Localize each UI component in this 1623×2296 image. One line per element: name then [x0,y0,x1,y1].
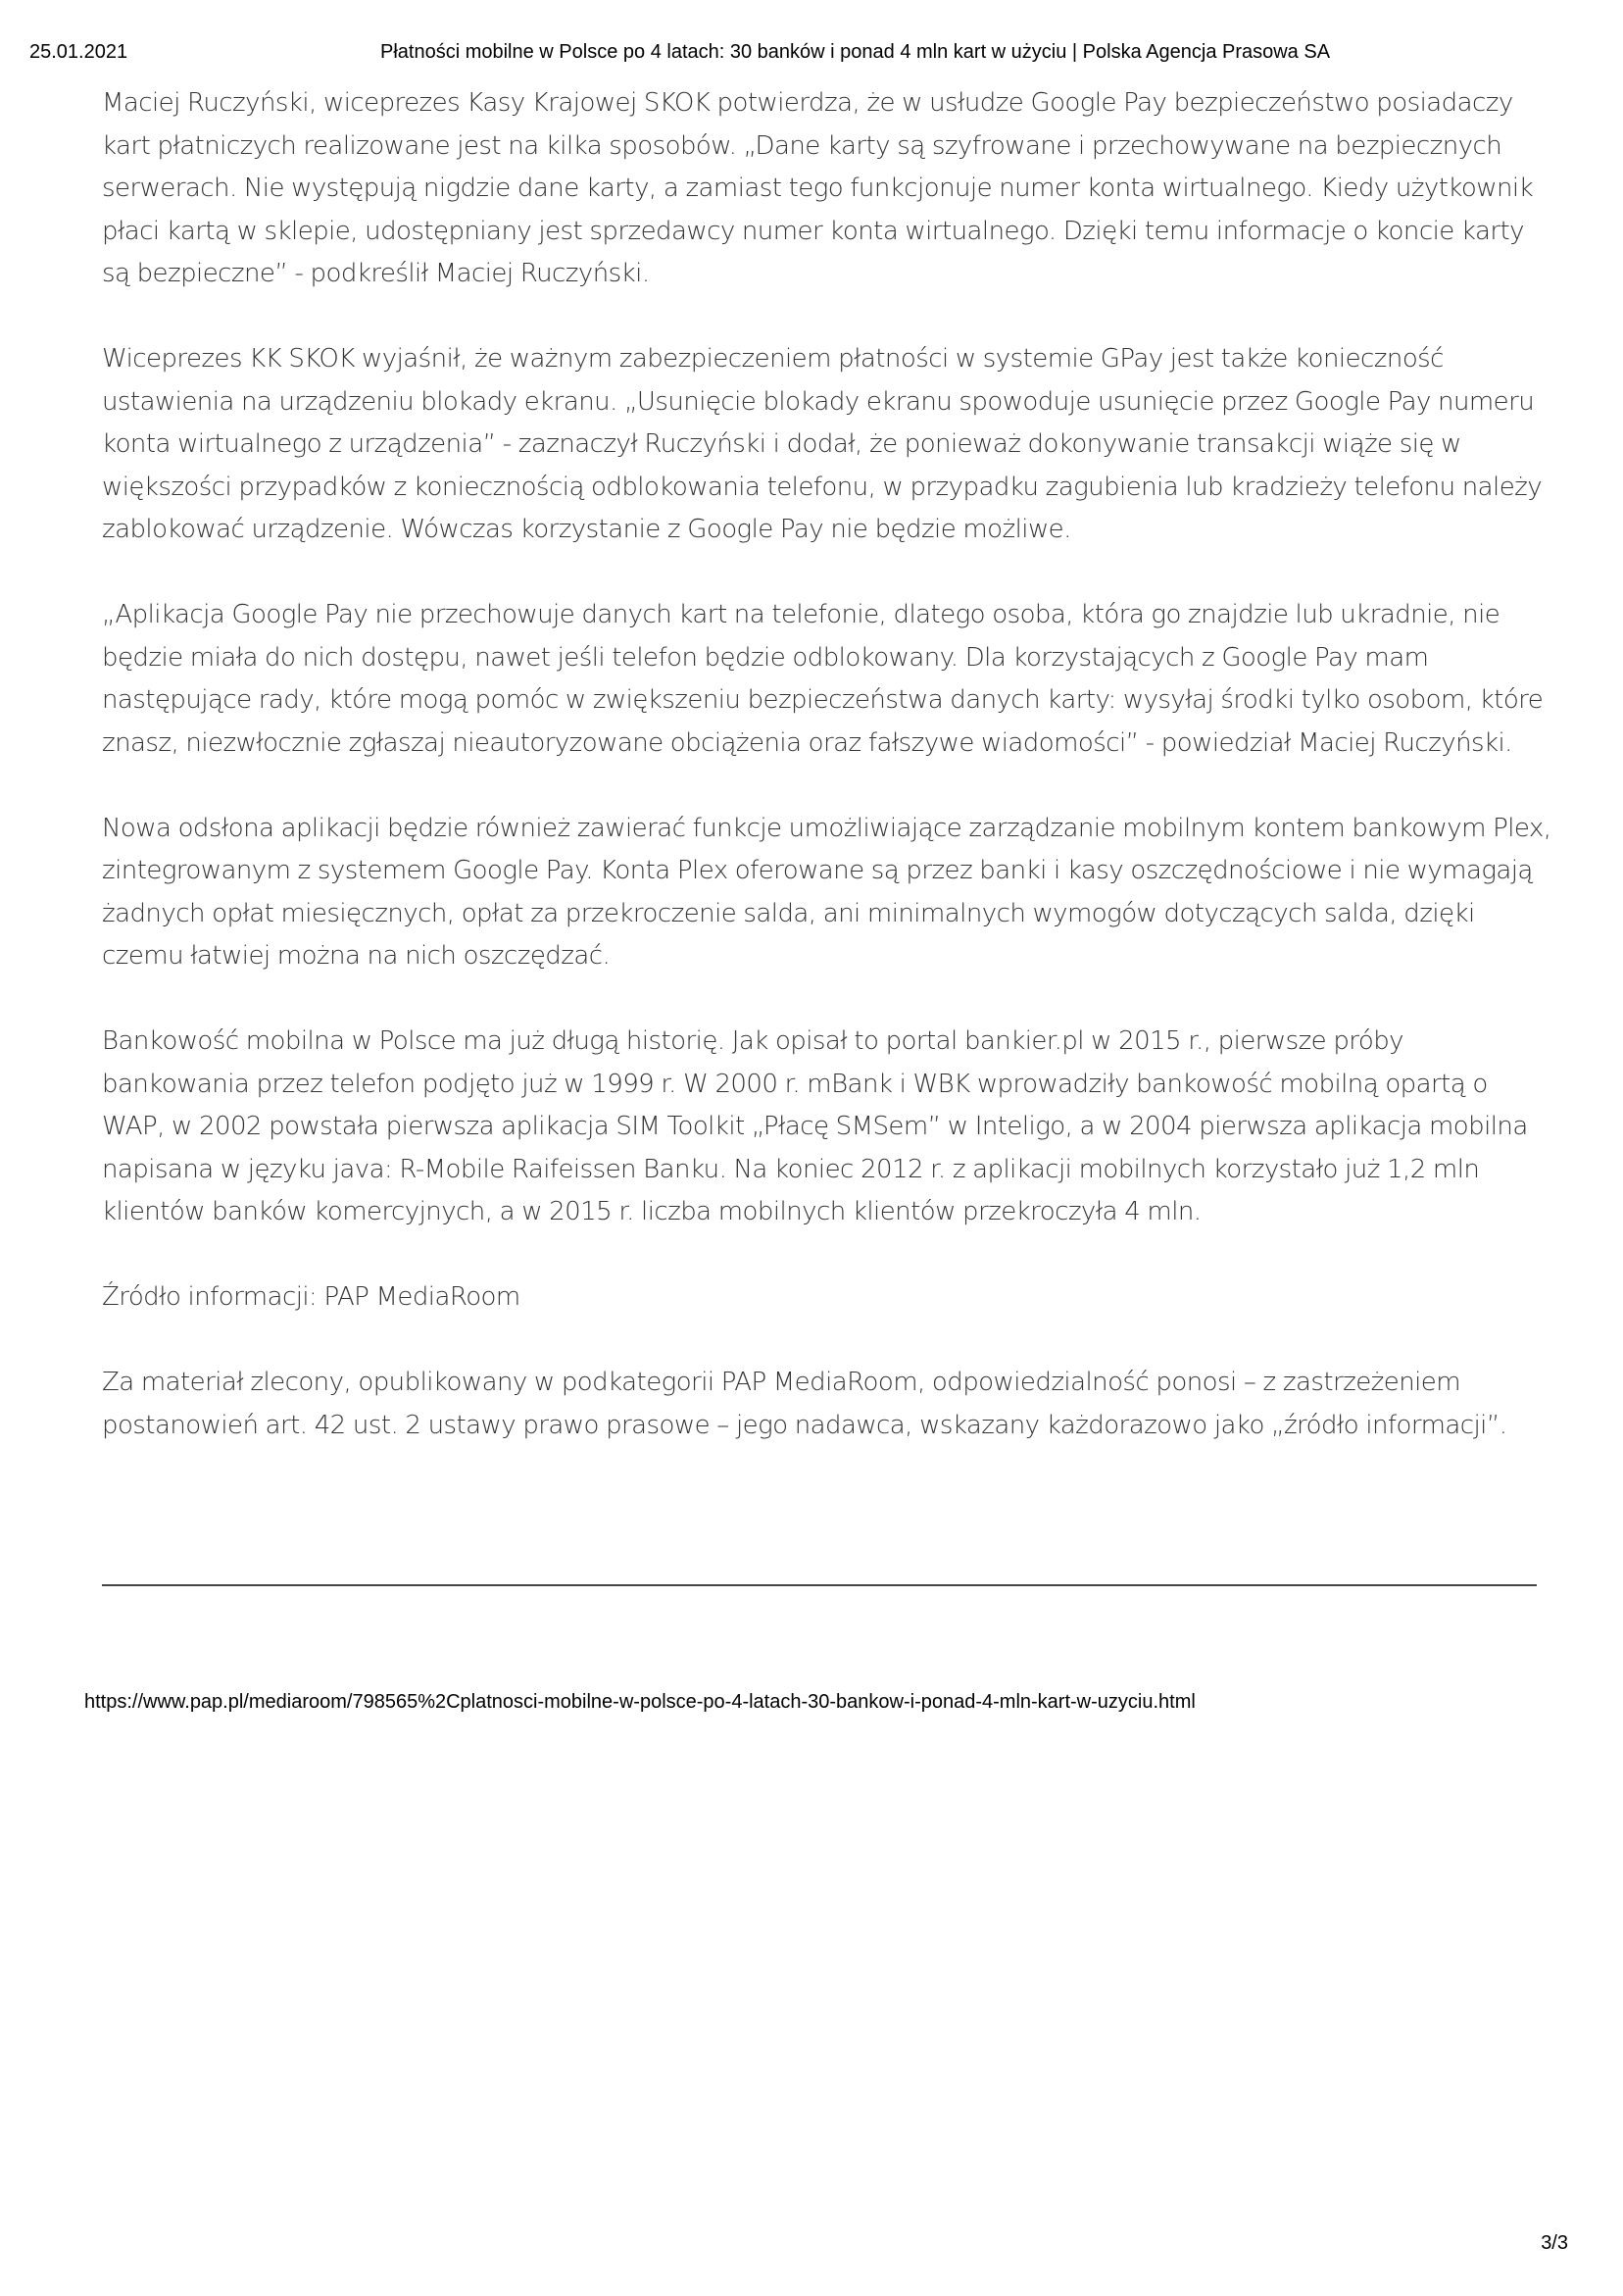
page-number: 3/3 [1541,2232,1568,2254]
divider [102,1584,1537,1586]
print-header [29,37,1594,67]
print-page-title: Płatności mobilne w Polsce po 4 latach: 30 banków i ponad 4 mln kart w użyciu | Polska Agencja Prasowa SA [380,41,1331,63]
article-paragraph: Bankowość mobilna w Polsce ma już długą historię. Jak opisał to portal bankier.pl w 2015 r., pierwsze próby bankowania przez telefon podjęto już w 1999 r. W 2000 r. mBank i WBK wprowadziły bankowość mobilną opartą o WAP, w 2002 powstała pierwsza aplikacja SIM Toolkit „Płacę SMSem” w Inteligo, a w 2004 pierwsza aplikacja mobilna napisana w języku java: R-Mobile Raifeissen Banku. Na koniec 2012 r. z aplikacji mobilnych korzystało już 1,2 mln klientów banków komercyjnych, a w 2015 r. liczba mobilnych klientów przekroczyła 4 mln. [102,1026,1528,1226]
article-paragraph: Wiceprezes KK SKOK wyjaśnił, że ważnym zabezpieczeniem płatności w systemie GPay jest także konieczność ustawienia na urządzeniu blokady ekranu. „Usunięcie blokady ekranu spowoduje usunięcie przez Google Pay numeru konta wirtualnego z urządzenia” - zaznaczył Ruczyński i dodał, że ponieważ dokonywanie transakcji wiąże się w większości przypadków z koniecznością odblokowania telefonu, w przypadku zagubienia lub kradzieży telefonu należy zablokować urządzenie. Wówczas korzystanie z Google Pay nie będzie możliwe. [102,344,1543,544]
legal-disclaimer: Za materiał zlecony, opublikowany w podkategorii PAP MediaRoom, odpowiedzialność ponosi – z zastrzeżeniem postanowień art. 42 ust. 2 ustawy prawo prasowe – jego nadawca, wskazany każdorazowo jako „źródło informacji”. [102,1368,1507,1440]
print-date: 25.01.2021 [29,41,128,63]
article-paragraph: Nowa odsłona aplikacji będzie również zawierać funkcje umożliwiające zarządzanie mobilnym kontem bankowym Plex, zintegrowanym z systemem Google Pay. Konta Plex oferowane są przez banki i kasy oszczędnościowe i nie wymagają żadnych opłat miesięcznych, opłat za przekroczenie salda, ani minimalnych wymogów dotyczących salda, dzięki czemu łatwiej można na nich oszczędzać. [102,813,1551,971]
source-note: Źródło informacji: PAP MediaRoom [102,1282,520,1312]
article-paragraph: „Aplikacja Google Pay nie przechowuje danych kart na telefonie, dlatego osoba, która go znajdzie lub ukradnie, nie będzie miała do nich dostępu, nawet jeśli telefon będzie odblokowany. Dla korzystających z Google Pay mam następujące rady, które mogą pomóc w zwiększeniu bezpieczeństwa danych karty: wysyłaj środki tylko osobom, które znasz, niezwłocznie zgłaszaj nieautoryzowane obciążenia oraz fałszywe wiadomości” - powiedział Maciej Ruczyński. [102,600,1544,758]
article-paragraph: Maciej Ruczyński, wiceprezes Kasy Krajowej SKOK potwierdza, że w usłudze Google Pay bezpieczeństwo posiadaczy kart płatniczych realizowane jest na kilka sposobów. „Dane karty są szyfrowane i przechowywane na bezpiecznych serwerach. Nie występują nigdzie dane karty, a zamiast tego funkcjonuje numer konta wirtualnego. Kiedy użytkownik płaci kartą w sklepie, udostępniany jest sprzedawcy numer konta wirtualnego. Dzięki temu informacje o koncie karty są bezpieczne” - podkreślił Maciej Ruczyński. [102,88,1534,288]
article-body [102,82,1552,1447]
print-footer-url: https://www.pap.pl/mediaroom/798565%2Cplatnosci-mobilne-w-polsce-po-4-latach-30-bankow-i-ponad-4-mln-kart-w-uzyciu.html [84,1691,1196,1713]
